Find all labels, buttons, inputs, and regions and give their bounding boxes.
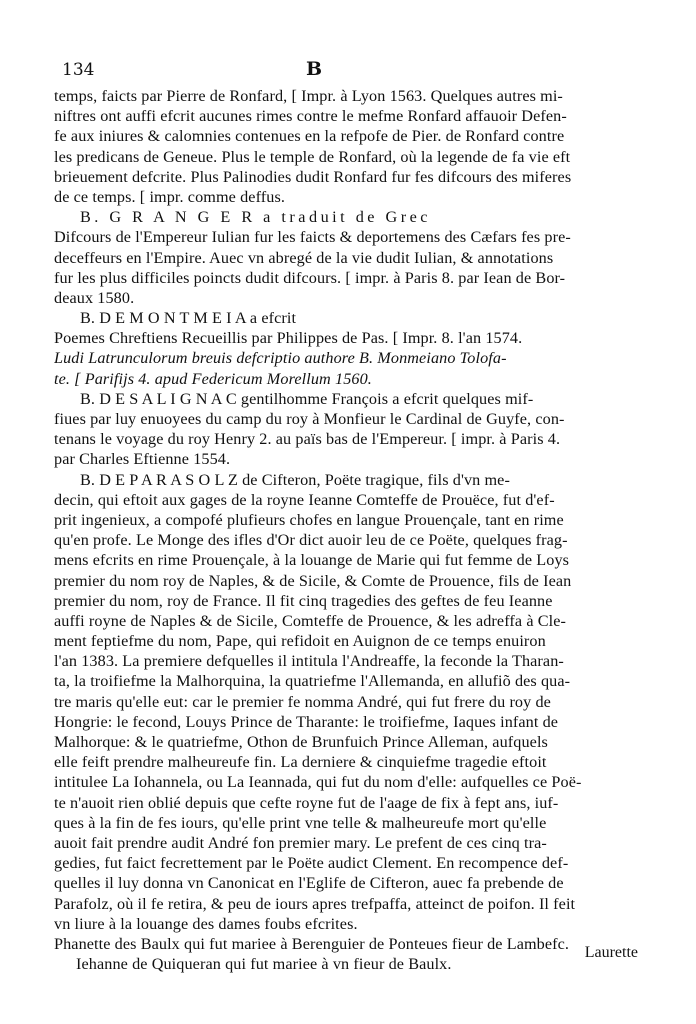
text-line: brieuement defcrite. Plus Palinodies dudit Ronfard fur fes difcours des miferes — [54, 167, 572, 186]
text-line: auffi royne de Naples & de Sicile, Comteffe de Prouence, & les adreffa à Cle- — [54, 611, 567, 630]
text-line: fe aux iniures & calomnies contenues en la refpofe de Pier. de Ronfard contre — [54, 127, 565, 146]
text-line: les predicans de Geneue. Plus le temple de Ronfard, où la legende de fa vie eft — [54, 147, 571, 166]
text-line: vn liure à la louange des dames foubs efcrites. — [54, 914, 358, 933]
text-line: ment feptiefme du nom, Pape, qui refidoit en Auignon de ce temps enuiron — [54, 632, 546, 651]
author-heading: B. D E M O N T M E I A a efcrit — [80, 309, 297, 328]
author-heading: B. D E S A L I G N A C gentilhomme François a efcrit quelques mif- — [80, 389, 534, 408]
text-line: Difcours de l'Empereur Iulian fur les faicts & deportemens des Cæfars fes pre- — [54, 228, 571, 247]
text-line: tenans le voyage du roy Henry 2. au païs bas de l'Empereur. [ impr. à Paris 4. — [54, 430, 561, 449]
text-line: te n'auoit rien oblié depuis que cefte royne fut de l'aage de fix à fept ans, iuf- — [54, 793, 559, 812]
text-line: quelles il luy donna vn Canonicat en l'Eglife de Cifteron, auec fa prebende de — [54, 874, 564, 893]
text-line: deaux 1580. — [54, 288, 135, 307]
catchword: Laurette — [584, 944, 638, 961]
text-line: Malhorque: & le quatriefme, Othon de Brunfuich Prince Alleman, aufquels — [54, 733, 548, 751]
text-line: intitulee La Iohannela, ou La Ieannada, qui fut du nom d'elle: aufquelles ce Poë- — [54, 773, 582, 792]
list-item: Phanette des Baulx qui fut mariee à Berenguier de Ponteues fieur de Lambefc. — [54, 934, 570, 953]
text-line: deceffeurs en l'Empire. Auec vn abregé de la vie dudit Iulian, & annotations — [54, 248, 554, 267]
text-line: prit ingenieux, a compofé plufieurs chofes en langue Prouençale, tant en rime — [54, 510, 564, 529]
latin-title-line: Ludi Latrunculorum breuis defcriptio authore B. Monmeiano Tolofa- — [54, 349, 507, 368]
text-line: par Charles Eftienne 1554. — [54, 450, 231, 469]
text-line: Parafolz, où il fe retira, & peu de iours apres trefpaffa, atteinct de poifon. Il feit — [54, 894, 576, 913]
text-line: temps, faicts par Pierre de Ronfard, [ Impr. à Lyon 1563. Quelques autres mi- — [54, 87, 563, 105]
running-head — [62, 60, 654, 84]
text-line: l'an 1383. La premiere defquelles il intitula l'Andreaffe, la feconde la Tharan- — [54, 652, 564, 671]
latin-title-line: te. [ Parifijs 4. apud Federicum Morellum 1560. — [54, 369, 372, 388]
text-line: fiues par luy enuoyees du camp du roy à Monfieur le Cardinal de Guyfe, con- — [54, 410, 565, 428]
list-item: Iehanne de Quiqueran qui fut mariee à vn fieur de Baulx. — [76, 955, 452, 974]
text-line: auoit fait prendre audit André fon premier mary. Le prefent de ces cinq tra- — [54, 833, 547, 852]
text-line: decin, qui eftoit aux gages de la royne Ieanne Comteffe de Prouëce, fut d'ef- — [54, 490, 555, 509]
signature-mark: B — [306, 58, 323, 80]
text-line: premier du nom, roy de France. Il fit cinq tragedies des geftes de feu Ieanne — [54, 591, 553, 610]
text-line: de ce temps. [ impr. comme deffus. — [54, 187, 286, 206]
text-line: gedies, fut faict fecrettement par le Poëte audict Clement. En recompence def- — [54, 854, 569, 873]
text-line: ta, la troifiefme la Malhorquina, la quatriefme l'Allemanda, en allufiõ des qua- — [54, 672, 571, 691]
text-line: fur les plus difficiles poincts dudit difcours. [ impr. à Paris 8. par Iean de Bor- — [54, 268, 566, 287]
text-line: mens efcrits en rime Prouençale, à la louange de Marie qui fut femme de Loys — [54, 551, 570, 570]
text-line: elle feift prendre malheureufe fin. La derniere & cinquiefme tragedie eftoit — [54, 753, 547, 772]
text-line: Hongrie: le fecond, Louys Prince de Tharante: le troifiefme, Iaques infant de — [54, 712, 559, 731]
text-line: qu'en profe. Le Monge des ifles d'Or dict auoir leu de ce Poëte, quelques frag- — [54, 531, 568, 550]
text-line: premier du nom roy de Naples, & de Sicile, & Comte de Prouence, fils de Iean — [54, 571, 572, 590]
text-line: ques à la fin de fes iours, qu'elle print vne telle & malheureufe mort qu'elle — [54, 813, 547, 832]
text-line: tre maris qu'elle eut: car le premier fe nomma André, qui fut frere du roy de — [54, 692, 551, 711]
author-heading: B. D E P A R A S O L Z de Cifteron, Poëte tragique, fils d'vn me- — [80, 470, 510, 489]
text-line: Poemes Chreftiens Recueillis par Philippes de Pas. [ Impr. 8. l'an 1574. — [54, 329, 523, 348]
body-text — [54, 86, 654, 974]
text-line: niftres ont auffi efcrit aucunes rimes contre le mefme Ronfard affauoir Defen- — [54, 107, 567, 126]
page-number: 134 — [62, 60, 95, 80]
author-heading: B. G R A N G E R a traduit de Grec — [80, 208, 431, 227]
